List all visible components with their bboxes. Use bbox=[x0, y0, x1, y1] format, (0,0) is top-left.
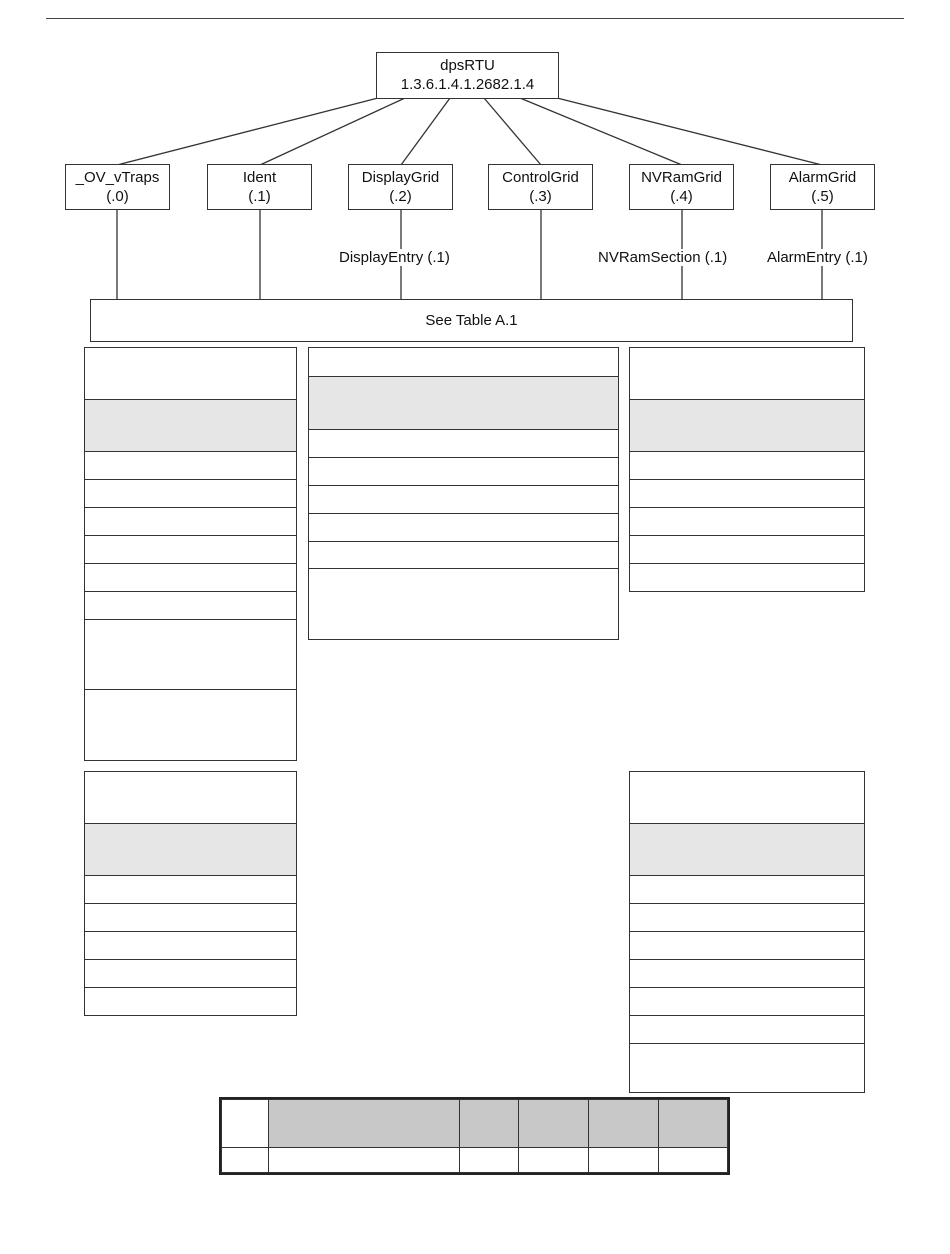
table-header-cell bbox=[659, 1100, 728, 1148]
see-table-label: See Table A.1 bbox=[425, 312, 518, 329]
table-header-row bbox=[630, 772, 864, 824]
node-name: DisplayGrid bbox=[361, 169, 440, 186]
mib-table-2 bbox=[308, 347, 619, 640]
table-row bbox=[630, 932, 864, 960]
node-index: (.3) bbox=[529, 188, 552, 205]
node-name: AlarmGrid bbox=[788, 169, 857, 186]
table-header-row bbox=[85, 348, 296, 400]
table-row bbox=[222, 1148, 728, 1173]
table-header-row bbox=[85, 772, 296, 824]
mib-table-1 bbox=[84, 347, 297, 761]
table-header-row bbox=[222, 1100, 728, 1148]
bottom-grid bbox=[221, 1099, 728, 1173]
table-row bbox=[630, 564, 864, 591]
table-cell bbox=[460, 1148, 519, 1173]
table-row bbox=[85, 988, 296, 1015]
table-row bbox=[630, 536, 864, 564]
table-header-row bbox=[309, 348, 618, 377]
table-header-row bbox=[630, 348, 864, 400]
node-index: (.5) bbox=[811, 188, 834, 205]
table-row bbox=[630, 480, 864, 508]
table-row bbox=[630, 1044, 864, 1092]
table-cell bbox=[222, 1100, 269, 1148]
node-index: (.0) bbox=[106, 188, 129, 205]
table-row bbox=[309, 486, 618, 514]
table-cell bbox=[589, 1148, 659, 1173]
table-row bbox=[85, 876, 296, 904]
node-index: (.2) bbox=[389, 188, 412, 205]
table-header-cell bbox=[589, 1100, 659, 1148]
table-row bbox=[85, 536, 296, 564]
table-subheader-row bbox=[630, 824, 864, 876]
root-name: dpsRTU bbox=[440, 57, 495, 74]
table-row bbox=[309, 430, 618, 458]
table-cell bbox=[269, 1148, 460, 1173]
connector-line bbox=[520, 98, 682, 165]
table-subheader-row bbox=[85, 400, 296, 452]
table-row bbox=[309, 514, 618, 542]
table-row bbox=[630, 1016, 864, 1044]
table-header-cell bbox=[460, 1100, 519, 1148]
table-row bbox=[85, 508, 296, 536]
table-row bbox=[630, 960, 864, 988]
table-subheader-row bbox=[630, 400, 864, 452]
table-row bbox=[85, 932, 296, 960]
table-row bbox=[85, 480, 296, 508]
table-row bbox=[309, 569, 618, 639]
table-row bbox=[630, 876, 864, 904]
see-table-box bbox=[90, 299, 853, 342]
root-node bbox=[376, 52, 559, 99]
node-displaygrid bbox=[348, 164, 453, 210]
table-row bbox=[630, 904, 864, 932]
node-nvramgrid bbox=[629, 164, 734, 210]
table-row bbox=[85, 620, 296, 690]
node-name: NVRamGrid bbox=[641, 169, 722, 186]
table-row bbox=[630, 988, 864, 1016]
table-subheader-row bbox=[309, 377, 618, 430]
table-row bbox=[85, 452, 296, 480]
node-name: Ident bbox=[242, 169, 277, 186]
connector-line bbox=[401, 98, 450, 165]
connector-line bbox=[484, 98, 541, 165]
edge-label-nvram-section: NVRamSection (.1) bbox=[598, 249, 728, 266]
table-cell bbox=[222, 1148, 269, 1173]
table-subheader-row bbox=[85, 824, 296, 876]
connector-line bbox=[557, 98, 822, 165]
mib-table-5 bbox=[629, 771, 865, 1093]
table-row bbox=[309, 542, 618, 569]
node-name: _OV_vTraps bbox=[75, 169, 160, 186]
connector-line bbox=[117, 98, 378, 165]
root-oid: 1.3.6.1.4.1.2682.1.4 bbox=[400, 76, 535, 93]
connector-line bbox=[260, 98, 405, 165]
table-row bbox=[630, 508, 864, 536]
table-cell bbox=[659, 1148, 728, 1173]
node-alarmgrid bbox=[770, 164, 875, 210]
table-row bbox=[85, 960, 296, 988]
edge-label-display-entry: DisplayEntry (.1) bbox=[339, 249, 450, 266]
table-cell bbox=[519, 1148, 589, 1173]
table-row bbox=[85, 904, 296, 932]
edge-label-alarm-entry: AlarmEntry (.1) bbox=[767, 249, 868, 266]
node-ov-vtraps bbox=[65, 164, 170, 210]
table-header-cell bbox=[519, 1100, 589, 1148]
node-index: (.4) bbox=[670, 188, 693, 205]
bottom-table bbox=[219, 1097, 730, 1175]
table-row bbox=[85, 592, 296, 620]
table-row bbox=[85, 564, 296, 592]
table-row bbox=[630, 452, 864, 480]
table-row bbox=[85, 690, 296, 760]
node-name: ControlGrid bbox=[502, 169, 579, 186]
node-controlgrid bbox=[488, 164, 593, 210]
mib-table-4 bbox=[84, 771, 297, 1016]
node-ident bbox=[207, 164, 312, 210]
table-header-cell bbox=[269, 1100, 460, 1148]
node-index: (.1) bbox=[248, 188, 271, 205]
table-row bbox=[309, 458, 618, 486]
mib-table-3 bbox=[629, 347, 865, 592]
